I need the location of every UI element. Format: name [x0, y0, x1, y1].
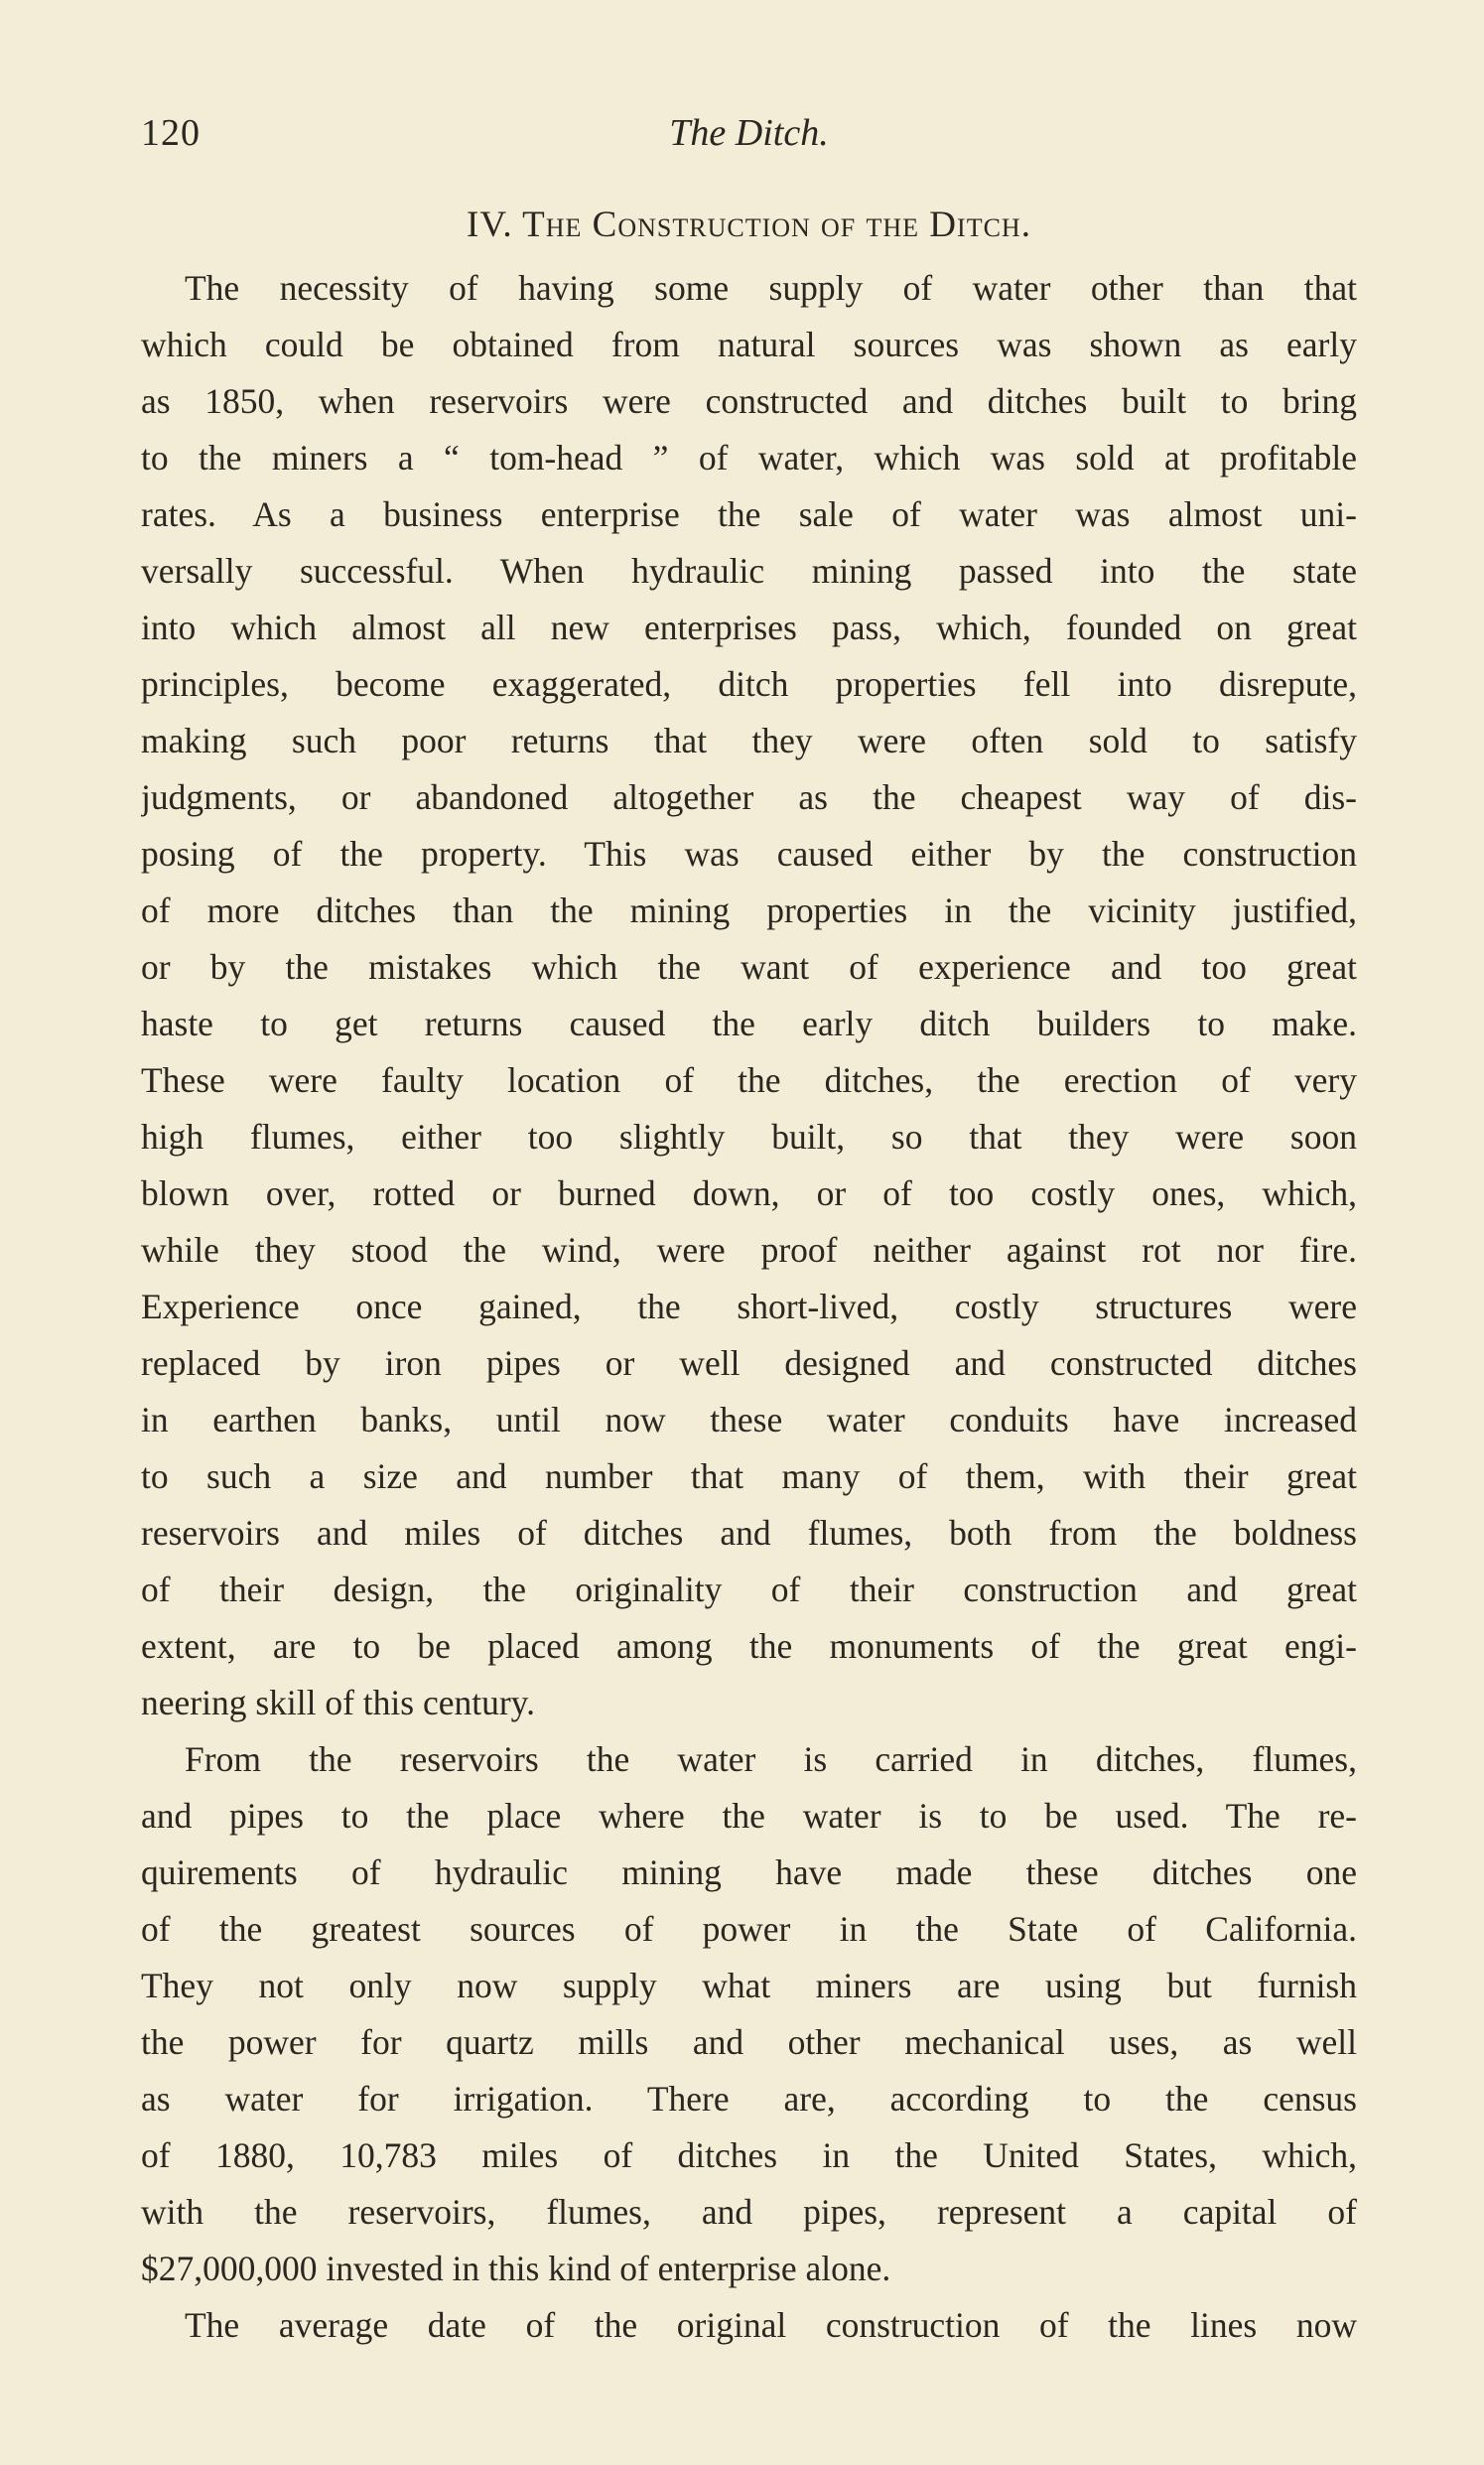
text-line: quirements of hydraulic mining have made these ditches one — [141, 1852, 1357, 1892]
text-line: of their design, the originality of their construction and great — [141, 1570, 1357, 1609]
text-line: Experience once gained, the short-lived, costly structures were — [141, 1287, 1357, 1326]
text-line: while they stood the wind, were proof neither against rot nor fire. — [141, 1230, 1357, 1270]
text-line: making such poor returns that they were often sold to satisfy — [141, 721, 1357, 760]
text-line: The average date of the original construction of the lines now — [185, 2305, 1357, 2345]
text-line: judgments, or abandoned altogether as the cheapest way of dis- — [141, 777, 1357, 817]
text-line: From the reservoirs the water is carried in ditches, flumes, — [185, 1739, 1357, 1779]
running-head — [141, 111, 1357, 171]
text-line: or by the mistakes which the want of experience and too great — [141, 947, 1357, 987]
text-line: which could be obtained from natural sources was shown as early — [141, 325, 1357, 364]
text-line: into which almost all new enterprises pass, which, founded on great — [141, 608, 1357, 647]
text-line: They not only now supply what miners are using but furnish — [141, 1966, 1357, 2005]
text-line: neering skill of this century. — [141, 1683, 535, 1722]
text-line: haste to get returns caused the early ditch builders to make. — [141, 1004, 1357, 1043]
text-line: versally successful. When hydraulic mining passed into the state — [141, 551, 1357, 591]
text-line: of the greatest sources of power in the State of California. — [141, 1909, 1357, 1949]
text-line: as water for irrigation. There are, according to the census — [141, 2079, 1357, 2119]
text-line: in earthen banks, until now these water conduits have increased — [141, 1400, 1357, 1439]
text-line: The necessity of having some supply of water other than that — [185, 268, 1357, 308]
running-title: The Ditch. — [669, 112, 829, 154]
text-line: of 1880, 10,783 miles of ditches in the United States, which, — [141, 2135, 1357, 2175]
text-line: posing of the property. This was caused either by the construction — [141, 834, 1357, 874]
page-number: 120 — [141, 112, 201, 154]
text-line: to the miners a “ tom-head ” of water, which was sold at profitable — [141, 438, 1357, 478]
body-text — [141, 260, 1357, 2354]
text-line: blown over, rotted or burned down, or of too costly ones, which, — [141, 1173, 1357, 1213]
text-line: replaced by iron pipes or well designed and constructed ditches — [141, 1343, 1357, 1383]
text-line: the power for quartz mills and other mechanical uses, as well — [141, 2022, 1357, 2062]
section-heading: IV. The Construction of the Ditch. — [467, 205, 1031, 245]
text-line: as 1850, when reservoirs were constructed and ditches built to bring — [141, 381, 1357, 421]
text-line: and pipes to the place where the water is to be used. The re- — [141, 1796, 1357, 1836]
text-line: These were faulty location of the ditches, the erection of very — [141, 1060, 1357, 1100]
text-line: $27,000,000 invested in this kind of enterprise alone. — [141, 2249, 891, 2288]
text-line: to such a size and number that many of them, with their great — [141, 1456, 1357, 1496]
text-line: extent, are to be placed among the monuments of the great engi- — [141, 1626, 1357, 1666]
text-line: rates. As a business enterprise the sale of water was almost uni- — [141, 494, 1357, 534]
text-line: high flumes, either too slightly built, so that they were soon — [141, 1117, 1357, 1157]
text-line: of more ditches than the mining properties in the vicinity justified, — [141, 890, 1357, 930]
text-line: reservoirs and miles of ditches and flumes, both from the boldness — [141, 1513, 1357, 1553]
text-line: principles, become exaggerated, ditch properties fell into disrepute, — [141, 664, 1357, 704]
text-line: with the reservoirs, flumes, and pipes, represent a capital of — [141, 2192, 1357, 2232]
